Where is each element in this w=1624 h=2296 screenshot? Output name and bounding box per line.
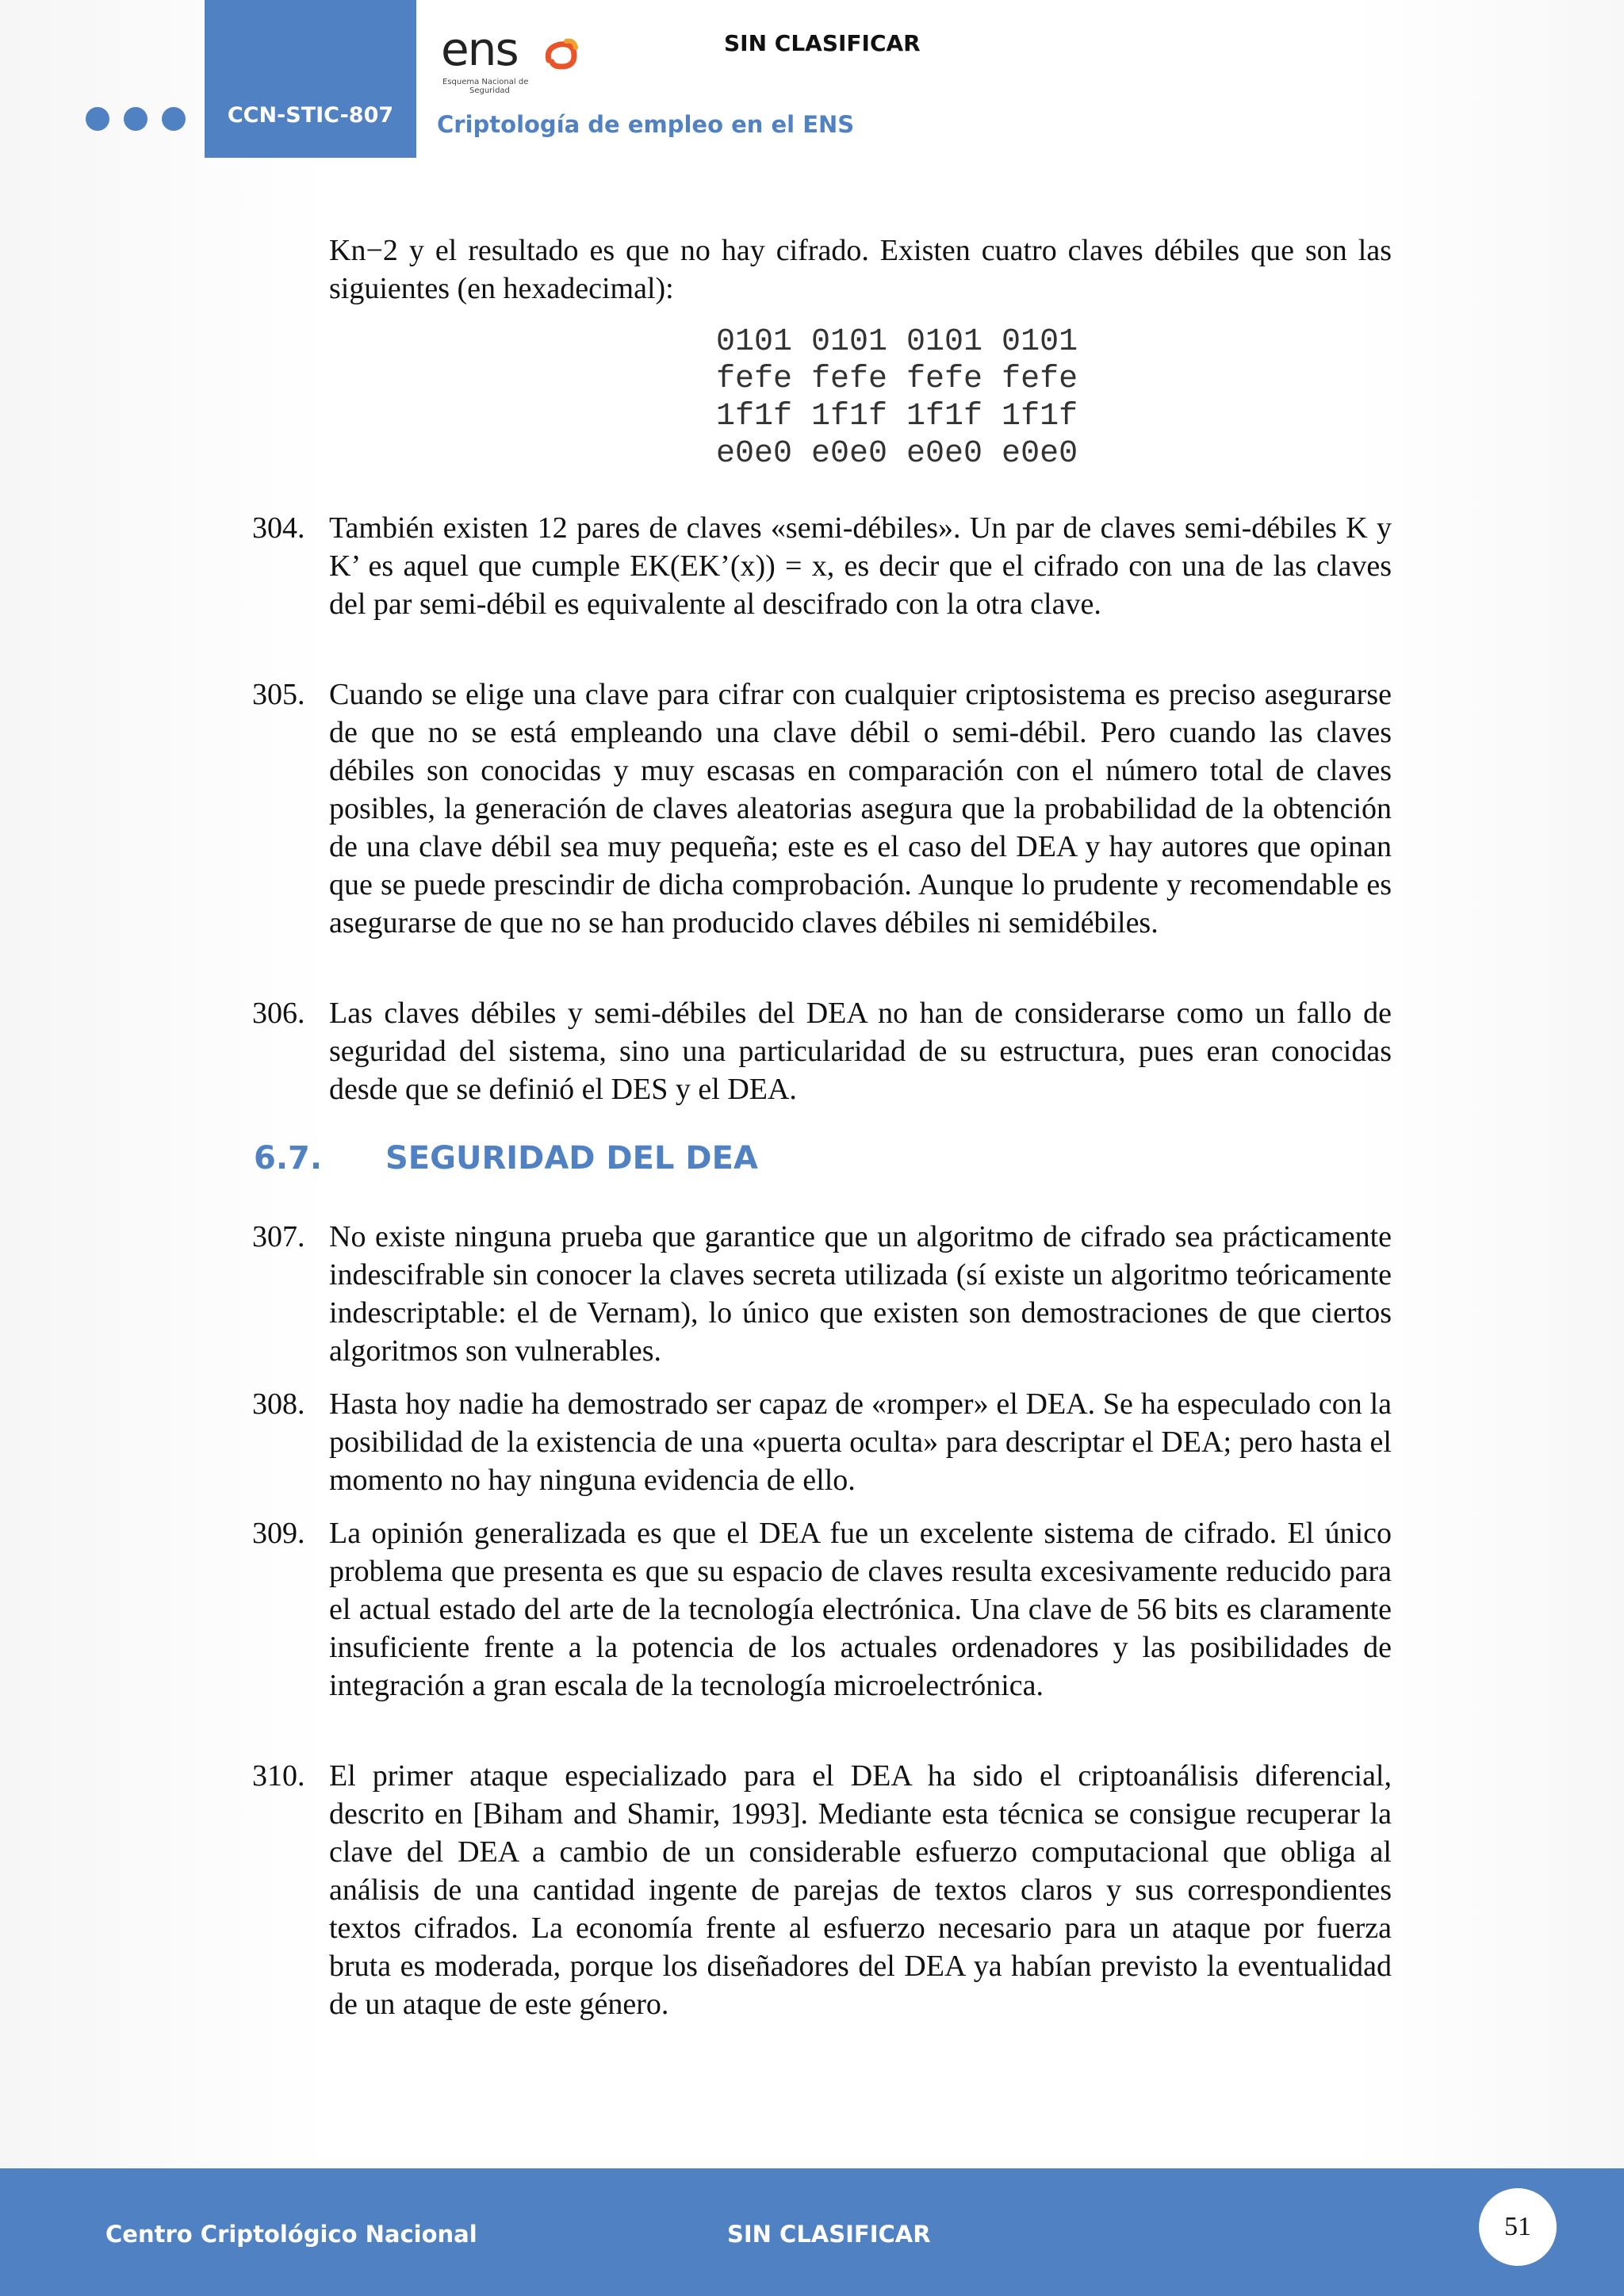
dot-icon — [162, 107, 186, 131]
numbered-paragraph — [252, 1218, 1392, 1370]
paragraph-text: Hasta hoy nadie ha demostrado ser capaz de «romper» el DEA. Se ha especulado con la posibilidad de la existencia de una «puerta oculta» para descriptar el DEA; pero hasta el momento no hay ninguna evidencia de ello. — [329, 1387, 1392, 1497]
weak-key: e0e0 e0e0 e0e0 e0e0 — [716, 436, 1078, 472]
paragraph-number: 306. — [252, 997, 305, 1030]
weak-key: 1f1f 1f1f 1f1f 1f1f — [716, 399, 1078, 434]
footer-classification: SIN CLASIFICAR — [727, 2221, 931, 2248]
section-number: 6.7. — [254, 1140, 323, 1177]
logo-mark-icon — [542, 36, 579, 73]
weak-key: fefe fefe fefe fefe — [716, 362, 1078, 397]
logo-text: ens — [441, 22, 518, 76]
paragraph-number: 304. — [252, 511, 305, 545]
header-document-title: Criptología de empleo en el ENS — [437, 111, 855, 138]
dot-icon — [124, 107, 147, 131]
numbered-paragraph — [252, 675, 1392, 942]
header-classification: SIN CLASIFICAR — [724, 30, 921, 56]
paragraph-continuation: Kn−2 y el resultado es que no hay cifrado. Existen cuatro claves débiles que son las siguientes (en hexadecimal): — [329, 234, 1392, 305]
logo-subtitle — [442, 78, 528, 95]
numbered-paragraph — [252, 1385, 1392, 1499]
weak-key: 0101 0101 0101 0101 — [716, 324, 1078, 360]
logo-sub-line: Seguridad — [469, 86, 510, 95]
paragraph-text: No existe ninguna prueba que garantice que un algoritmo de cifrado sea prácticamente indescifrable sin conocer la claves secreta utilizada (sí existe un algoritmo teóricamente indescriptable: el de Vernam), lo único que existen son demostraciones de que ciertos algoritmos son vulnerables. — [329, 1220, 1392, 1368]
paragraph-number: 310. — [252, 1759, 305, 1793]
numbered-paragraph — [252, 1757, 1392, 2023]
page-footer — [0, 2168, 1624, 2296]
paragraph-number: 309. — [252, 1517, 305, 1550]
paragraph-number: 307. — [252, 1220, 305, 1253]
section-title: SEGURIDAD DEL DEA — [385, 1140, 758, 1177]
numbered-paragraph — [252, 509, 1392, 623]
page-number: 51 — [1479, 2188, 1557, 2266]
paragraph-text: Las claves débiles y semi-débiles del DEA no han de considerarse como un fallo de seguridad del sistema, sino una particularidad de su estructura, pues eran conocidas desde que se definió el DES y el DEA. — [329, 997, 1392, 1106]
numbered-paragraph — [252, 1514, 1392, 1705]
footer-organization: Centro Criptológico Nacional — [105, 2221, 477, 2248]
numbered-paragraph — [252, 994, 1392, 1108]
logo-sub-line: Esquema Nacional de — [442, 78, 529, 86]
ens-logo — [441, 22, 584, 95]
weak-keys-list — [716, 323, 1078, 473]
document-code: CCN-STIC-807 — [205, 0, 416, 158]
paragraph-number: 305. — [252, 678, 305, 711]
paragraph-text: Cuando se elige una clave para cifrar con cualquier criptosistema es preciso asegurarse de que no se está empleando una clave débil o semi-débil. Pero cuando las claves débiles son conocidas y muy escasas en comparación con el número total de claves posibles, la generación de claves aleatorias asegura que la probabilidad de la obtención de una clave débil sea muy pequeña; este es el caso del DEA y hay autores que opinan que se puede prescindir de dicha comprobación. Aunque lo prudente y recomendable es asegurarse de que no se han producido claves débiles ni semidébiles. — [329, 678, 1392, 939]
paragraph-text: La opinión generalizada es que el DEA fue un excelente sistema de cifrado. El único problema que presenta es que su espacio de claves resulta excesivamente reducido para el actual estado del arte de la tecnología electrónica. Una clave de 56 bits es claramente insuficiente frente a la potencia de los actuales ordenadores y las posibilidades de integración a gran escala de la tecnología microelectrónica. — [329, 1517, 1392, 1702]
dot-icon — [86, 107, 109, 131]
paragraph-text: El primer ataque especializado para el DEA ha sido el criptoanálisis diferencial, descrito en [Biham and Shamir, 1993]. Mediante esta técnica se consigue recuperar la clave del DEA a cambio de un considerable esfuerzo computacional que obliga al análisis de una cantidad ingente de parejas de textos claros y sus correspondientes textos cifrados. La economía frente al esfuerzo necesario para un ataque por fuerza bruta es moderada, porque los diseñadores del DEA ya habían previsto la eventualidad de un ataque de este género. — [329, 1759, 1392, 2021]
paragraph-text: También existen 12 pares de claves «semi-débiles». Un par de claves semi-débiles K y K’ es aquel que cumple EK(EK’(x)) = x, es decir que el cifrado con una de las claves del par semi-débil es equivalente al descifrado con la otra clave. — [329, 511, 1392, 621]
header-dots — [86, 107, 186, 131]
paragraph-number: 308. — [252, 1387, 305, 1421]
